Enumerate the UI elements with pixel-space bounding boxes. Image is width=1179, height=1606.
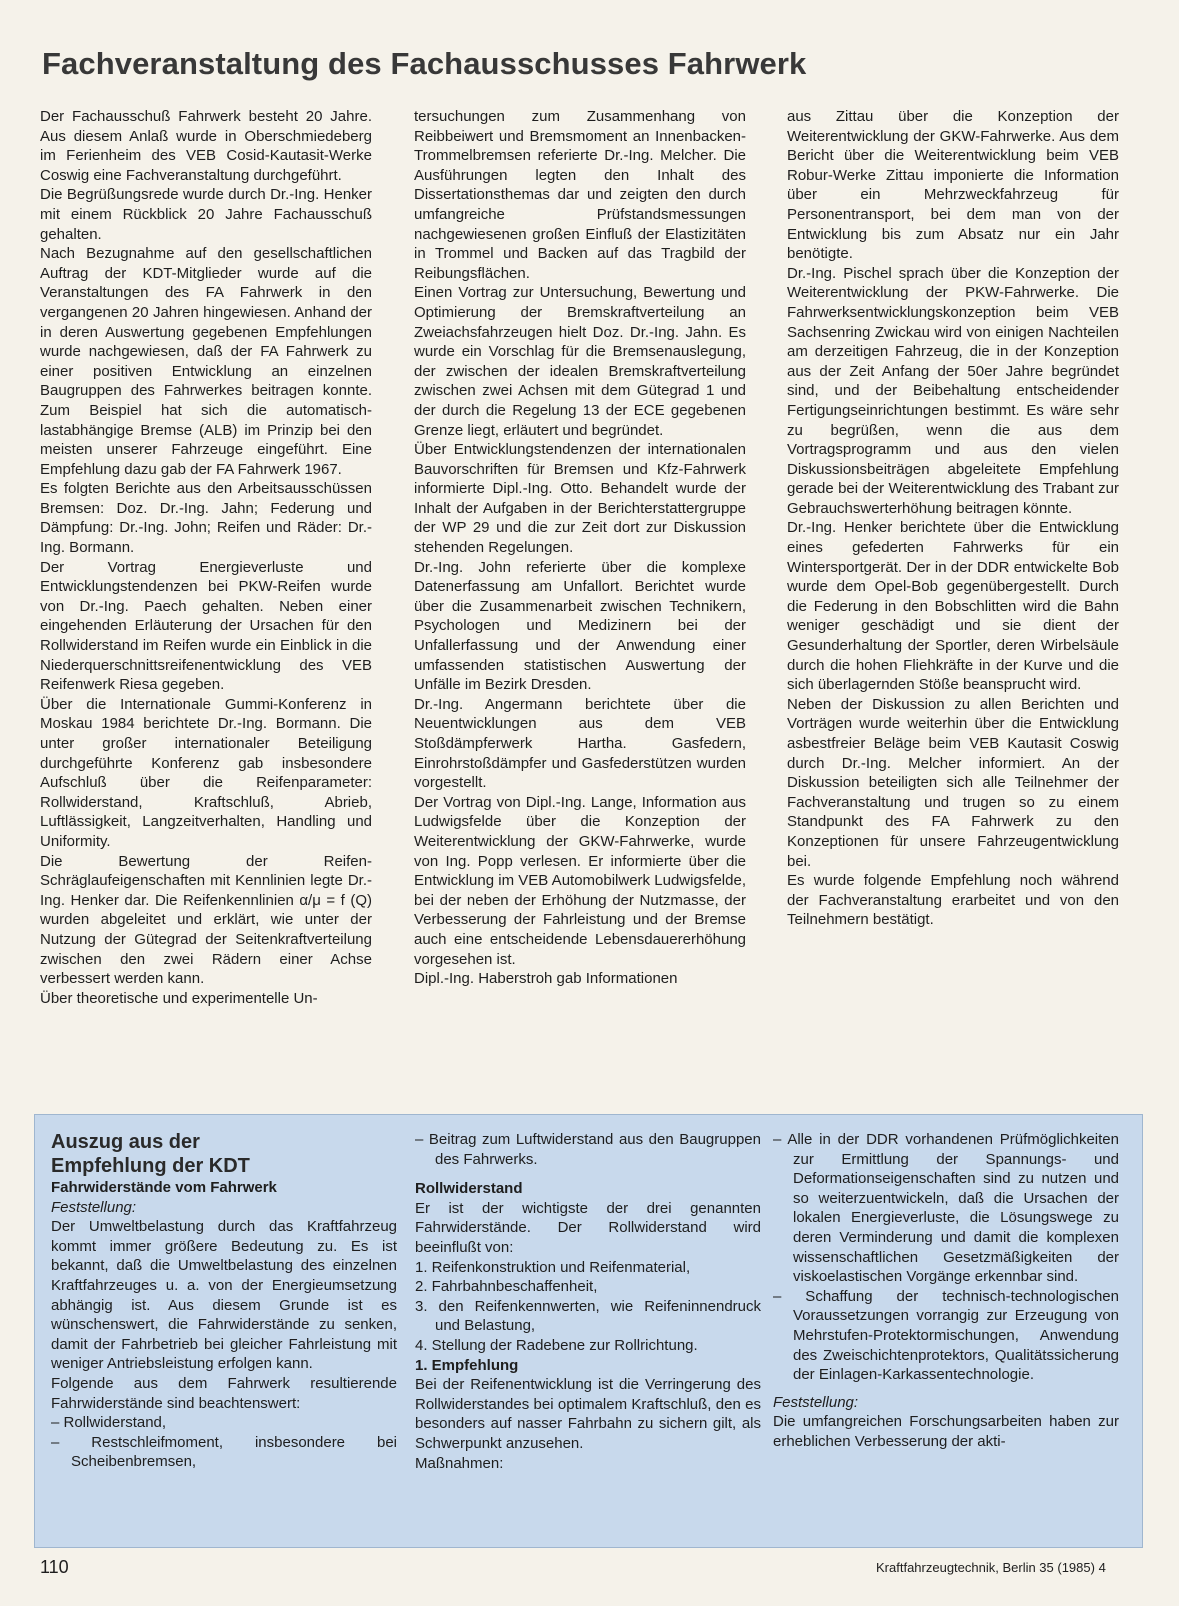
page-number: 110 <box>40 1557 69 1577</box>
box-title-line: Empfehlung der KDT <box>51 1155 250 1177</box>
numbered-item: 1. Reifenkonstruktion und Reifenmaterial, <box>415 1258 691 1276</box>
paragraph: Nach Bezugnahme auf den gesellschaftlichen Auftrag der KDT-Mitglieder wurde auf die Veranstaltungen des FA Fahrwerk in den vergangenen 20 Jahren hingewiesen. Anhand der in deren Auswertung gegebenen Empfehlungen wurde nachgewiesen, daß der FA Fahrwerk zu einer positiven Entwicklung an einzelnen Baugruppen des Fahrwerkes beitragen konnte. Zum Beispiel hat sich die automatisch-lastabhängige Bremse (ALB) im Prinzip bei den meisten unserer Fahrzeuge eingeführt. Eine Empfehlung dazu gab der FA Fahrwerk 1967. <box>40 245 372 478</box>
paragraph: Einen Vortrag zur Untersuchung, Bewertung und Optimierung der Bremskraftverteilung an Zweiachsfahrzeugen hielt Doz. Dr.-Ing. Jahn. Es wurde ein Vorschlag für die Bremsenauslegung, der zwischen der idealen Bremskraftverteilung zwischen zwei Achsen mit dem Gütegrad 1 und der durch die Regelung 13 der ECE gegebenen Grenze liegt, erläutert und begründet. <box>414 284 746 439</box>
paragraph: Der Umweltbelastung durch das Kraftfahrzeug kommt immer größere Bedeutung zu. Es ist bekannt, daß die Umweltbelastung des einzelnen Kraftfahrzeuges u. a. von der Energieumsetzung abhängig ist. Aus diesem Grunde ist es wünschenswert, die Fahrwiderstände zu senken, damit der Fahrbetrieb bei gleicher Fahrleistung mit weniger Antriebsleistung erfolgen kann. <box>51 1218 397 1373</box>
paragraph: Über die Internationale Gummi-Konferenz in Moskau 1984 berichtete Dr.-Ing. Bormann. Die unter großer internationaler Beteiligung durchgeführte Konferenz gab insbesondere Aufschluß über die Reifenparameter: Rollwiderstand, Kraftschluß, Abrieb, Luftlässigkeit, Langzeitverhalten, Handling und Uniformity. <box>40 695 372 850</box>
paragraph: Über theoretische und experimentelle Un- <box>40 989 318 1007</box>
article-column-2 <box>414 107 746 989</box>
paragraph: Es wurde folgende Empfehlung noch während der Fachveranstaltung erarbeitet und von den Teilnehmern bestätigt. <box>787 872 1119 929</box>
box-subtitle: Fahrwiderstände vom Fahrwerk <box>51 1179 277 1196</box>
list-item: – Restschleifmoment, insbesondere bei Scheibenbremsen, <box>51 1433 397 1471</box>
paragraph: Dipl.-Ing. Haberstroh gab Informationen <box>414 970 678 988</box>
box-column-2 <box>415 1130 761 1473</box>
paragraph: Über Entwicklungstendenzen der internationalen Bauvorschriften für Bremsen und Kfz-Fahrwerk informierte Dipl.-Ing. Otto. Behandelt wurde der Inhalt der Aufgaben in der Berichterstattergruppe der WP 29 und die zur Zeit dort zur Diskussion stehenden Regelungen. <box>414 441 746 557</box>
paragraph: Neben der Diskussion zu allen Berichten und Vorträgen wurde weiterhin über die Entwicklung asbestfreier Beläge beim VEB Kautasit Coswig durch Dr.-Ing. Melcher informiert. An der Diskussion beteiligten sich alle Teilnehmer der Fachveranstaltung und trugen so zu einem Standpunkt des FA Fahrwerk zu den Konzeptionen für unsere Fahrzeugentwicklung bei. <box>787 695 1119 870</box>
paragraph: Die umfangreichen Forschungsarbeiten haben zur erheblichen Verbesserung der akti- <box>773 1413 1119 1450</box>
paragraph: Es folgten Berichte aus den Arbeitsausschüssen Bremsen: Doz. Dr.-Ing. Jahn; Federung und Dämpfung: Dr.-Ing. John; Reifen und Räder: Dr.-Ing. Bormann. <box>40 480 372 557</box>
label-feststellung: Feststellung: <box>51 1198 137 1216</box>
paragraph: Dr.-Ing. John referierte über die komplexe Datenerfassung am Unfallort. Berichtet wurde über die Zusammenarbeit zwischen Technikern, Psychologen und Medizinern bei der Unfallerfassung und der Anwendung einer umfassenden statistischen Auswertung der Unfälle im Bezirk Dresden. <box>414 558 746 694</box>
paragraph: Er ist der wichtigste der drei genannten Fahrwiderstände. Der Rollwiderstand wird beeinflußt von: <box>415 1199 761 1256</box>
numbered-item: 3. den Reifenkennwerten, wie Reifeninnendruck und Belastung, <box>415 1297 761 1335</box>
paragraph: Die Begrüßungsrede wurde durch Dr.-Ing. Henker mit einem Rückblick 20 Jahre Fachausschuß gehalten. <box>40 186 372 243</box>
paragraph: Maßnahmen: <box>415 1454 504 1472</box>
paragraph: Dr.-Ing. Angermann berichtete über die Neuentwicklungen aus dem VEB Stoßdämpferwerk Hartha. Gasfedern, Einrohrstoßdämpfer und Gasfederstützen wurden vorgestellt. <box>414 695 746 792</box>
paragraph: Dr.-Ing. Pischel sprach über die Konzeption der Weiterentwicklung der PKW-Fahrwerke. Die Fahrwerksentwicklungskonzeption beim VEB Sachsenring Zwickau wird von einigen Nachteilen am derzeitigen Fahrzeug, die in der Konzeption aus der Zeit Anfang der 50er Jahre begründet sind, und der Beibehaltung entscheidender Fertigungseinrichtungen bestimmt. Es wäre sehr zu begrüßen, wenn die aus dem Vortragsprogramm und aus den vielen Diskussionsbeiträgen abgeleitete Empfehlung gerade bei der Weiterentwicklung des Trabant zur Gebrauchswerterhöhung beitragen könnte. <box>787 264 1119 517</box>
box-title <box>51 1130 397 1178</box>
paragraph: Bei der Reifenentwicklung ist die Verringerung des Rollwiderstandes bei optimalem Kraftschluß, den es besonders auf nasser Fahrbahn zu sichern gilt, als Schwerpunkt anzusehen. <box>415 1376 761 1452</box>
recommendation-box <box>34 1114 1143 1548</box>
journal-citation: Kraftfahrzeugtechnik, Berlin 35 (1985) 4 <box>876 1560 1106 1575</box>
page-title: Fachveranstaltung des Fachausschusses Fahrwerk <box>42 46 807 81</box>
list-item: – Rollwiderstand, <box>51 1414 167 1432</box>
box-title-line: Auszug aus der <box>51 1131 200 1153</box>
numbered-item: 4. Stellung der Radebene zur Rollrichtung. <box>415 1336 698 1354</box>
box-column-1 <box>51 1130 397 1472</box>
label-feststellung: Feststellung: <box>773 1393 859 1411</box>
paragraph: Folgende aus dem Fahrwerk resultierende Fahrwiderstände sind beachtenswert: <box>51 1374 397 1412</box>
paragraph: Dr.-Ing. Henker berichtete über die Entwicklung eines gefederten Fahrwerks für ein Wintersportgerät. Der in der DDR entwickelte Bob wurde dem Opel-Bob gegenübergestellt. Durch die Federung in den Bobschlitten wird die Bahn weniger geschädigt und sie dient der Gesunderhaltung der Sportler, deren Wirbelsäule durch die hohen Fliehkräfte in der Kurve und die sich überlagernden Stöße beansprucht wird. <box>787 519 1119 694</box>
paragraph: Der Vortrag von Dipl.-Ing. Lange, Information aus Ludwigsfelde über die Konzeption der Weiterentwicklung der GKW-Fahrwerke, wurde von Ing. Popp verlesen. Er informierte über die Entwicklung im VEB Automobilwerk Ludwigsfelde, bei der neben der Erhöhung der Nutzmasse, der Verbesserung der Fahrleistung und der Bremse auch eine entscheidende Lebensdauererhöhung vorgesehen ist. <box>414 793 746 968</box>
paragraph: Die Bewertung der Reifen-Schräglaufeigenschaften mit Kennlinien legte Dr.-Ing. Henker dar. Die Reifenkennlinien α/μ = f (Q) wurden abgeleitet und erklärt, wie unter der Nutzung der Gütegrad der Seitenkraftverteilung zwischen den zwei Rädern einer Achse verbessert werden kann. <box>40 852 372 988</box>
list-item: – Beitrag zum Luftwiderstand aus den Baugruppen des Fahrwerks. <box>415 1131 761 1168</box>
list-item: – Alle in der DDR vorhandenen Prüfmöglichkeiten zur Ermittlung der Spannungs- und Deformationseigenschaften sind zu nutzen und so weiterzuentwickeln, daß die Ursachen der lokalen Energieverluste, die Lösungswege zu deren Verminderung und damit die komplexen wissenschaftlichen Gesetzmäßigkeiten der viskoelastischen Vorgänge erkennbar sind. <box>773 1131 1119 1286</box>
section-heading: 1. Empfehlung <box>415 1356 519 1374</box>
section-heading: Rollwiderstand <box>415 1180 523 1198</box>
article-column-3 <box>787 107 1119 930</box>
article-column-1 <box>40 107 372 1008</box>
paragraph: Der Vortrag Energieverluste und Entwicklungstendenzen bei PKW-Reifen wurde von Dr.-Ing. Paech gehalten. Neben einer eingehenden Erläuterung der Ursachen für den Rollwiderstand im Reifen wurde ein Einblick in die Niederquerschnittsreifenentwicklung des VEB Reifenwerk Riesa gegeben. <box>40 558 372 694</box>
box-column-3 <box>773 1130 1119 1452</box>
numbered-item: 2. Fahrbahnbeschaffenheit, <box>415 1278 598 1296</box>
paragraph: Der Fachausschuß Fahrwerk besteht 20 Jahre. Aus diesem Anlaß wurde in Oberschmiedeberg im Ferienheim des VEB Cosid-Kautasit-Werke Coswig eine Fachveranstaltung durchgeführt. <box>40 108 372 184</box>
paragraph: aus Zittau über die Konzeption der Weiterentwicklung der GKW-Fahrwerke. Aus dem Bericht über die Weiterentwicklung beim VEB Robur-Werke Zittau imponierte die Information über ein Mehrzweckfahrzeug für Personentransport, bei dem man von der Entwicklung bis zum Absatz nur ein Jahr benötigte. <box>787 108 1119 263</box>
paragraph: tersuchungen zum Zusammenhang von Reibbeiwert und Bremsmoment an Innenbacken-Trommelbremsen referierte Dr.-Ing. Melcher. Die Ausführungen legten den Inhalt des Dissertationsthemas dar und zeigten den durch umfangreiche Prüfstandsmessungen nachgewiesenen großen Einfluß der Elastizitäten in Trommel und Backen auf das Tragbild der Reibungsflächen. <box>414 108 746 282</box>
list-item: – Schaffung der technisch-technologischen Voraussetzungen vorrangig zur Erzeugung von Mehrstufen-Protektormischungen, Anwendung des Zweischichtenprotektors, Qualitätssicherung der Einlagen-Karkassentechnologie. <box>773 1287 1119 1384</box>
